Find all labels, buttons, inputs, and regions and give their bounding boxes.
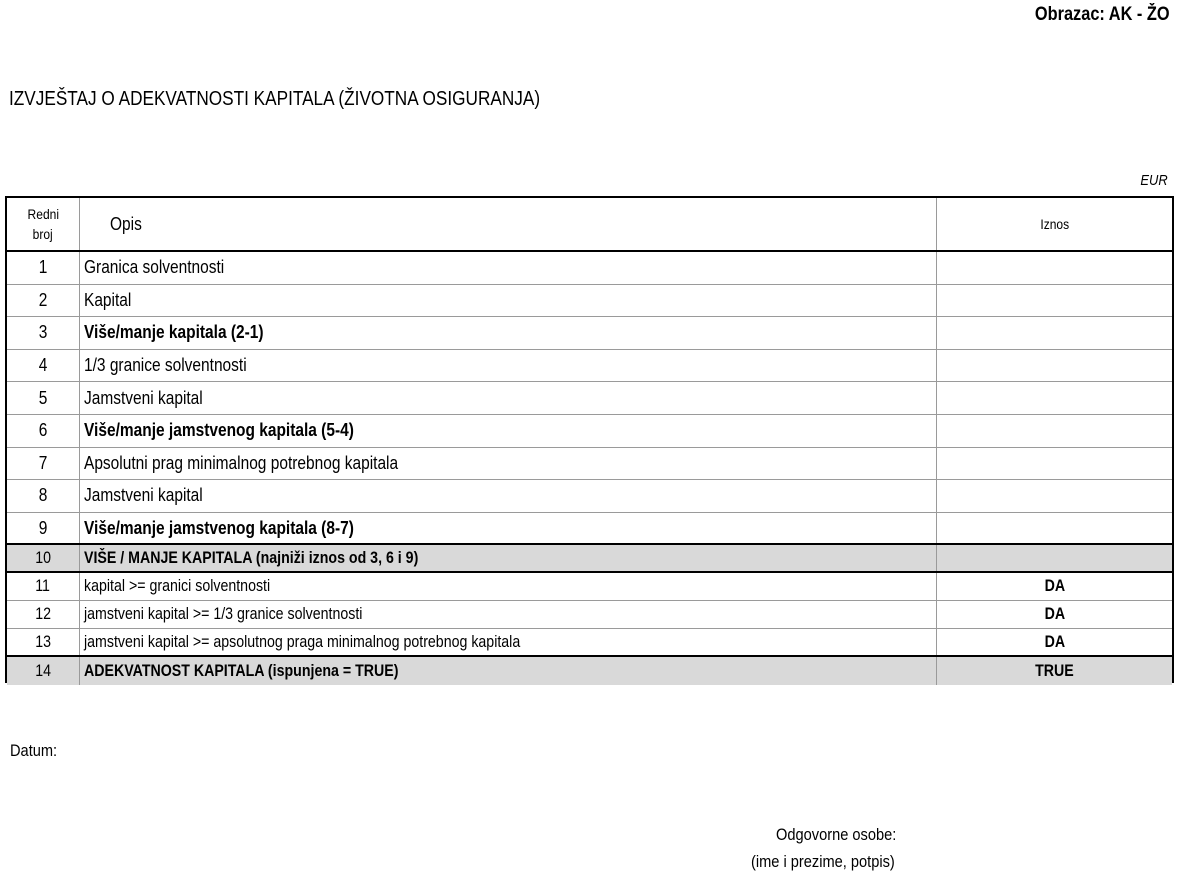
row-description-text: Više/manje kapitala (2-1) (84, 322, 264, 343)
header-num (7, 198, 80, 250)
row-description-text: jamstveni kapital >= 1/3 granice solventnosti (84, 605, 363, 624)
row-description (80, 285, 937, 317)
row-number (7, 317, 80, 349)
row-number (7, 657, 80, 685)
row-description-text: Jamstveni kapital (84, 387, 203, 408)
row-number (7, 480, 80, 512)
table-row (7, 657, 1172, 685)
row-amount (937, 545, 1172, 571)
form-code-text: Obrazac: AK - ŽO (1035, 4, 1170, 25)
row-number (7, 573, 80, 600)
row-number-text: 5 (38, 387, 48, 408)
responsible-hint-text: (ime i prezime, potpis) (751, 852, 895, 871)
row-number-text: 14 (35, 661, 51, 680)
row-number-text: 10 (35, 548, 51, 567)
row-description-text: kapital >= granici solventnosti (84, 577, 271, 596)
row-number (7, 382, 80, 414)
row-amount (937, 480, 1172, 512)
header-num-line1: Redni (27, 206, 59, 222)
currency-label (1136, 172, 1168, 189)
row-number-text: 3 (38, 322, 48, 343)
row-description (80, 657, 937, 685)
row-number-text: 2 (38, 289, 48, 310)
row-description (80, 252, 937, 284)
row-amount (937, 317, 1172, 349)
row-number (7, 415, 80, 447)
row-amount (937, 601, 1172, 628)
row-amount (937, 657, 1172, 685)
row-description (80, 350, 937, 382)
form-code (1013, 4, 1170, 26)
row-description (80, 573, 937, 600)
header-desc-text: Opis (110, 213, 142, 234)
document-title-text: IZVJEŠTAJ O ADEKVATNOSTI KAPITALA (ŽIVOTNA OSIGURANJA) (9, 88, 541, 110)
table-row (7, 382, 1172, 415)
responsible-label (776, 825, 916, 845)
row-number-text: 6 (38, 420, 48, 441)
row-description-text: Granica solventnosti (84, 257, 225, 278)
row-description-text: Više/manje jamstvenog kapitala (8-7) (84, 517, 354, 538)
table-row (7, 285, 1172, 318)
date-label (10, 741, 65, 761)
row-description (80, 513, 937, 544)
table-row (7, 317, 1172, 350)
row-amount (937, 629, 1172, 655)
row-number-text: 13 (35, 632, 51, 651)
row-number-text: 9 (38, 517, 48, 538)
row-amount (937, 252, 1172, 284)
row-description (80, 415, 937, 447)
row-amount (937, 573, 1172, 600)
row-amount-text: DA (1044, 577, 1065, 596)
row-description (80, 480, 937, 512)
row-description-text: ADEKVATNOST KAPITALA (ispunjena = TRUE) (84, 661, 399, 680)
row-number (7, 350, 80, 382)
row-description (80, 382, 937, 414)
table-row (7, 513, 1172, 546)
row-number-text: 12 (35, 605, 51, 624)
row-amount-text: DA (1044, 605, 1065, 624)
responsible-label-text: Odgovorne osobe: (776, 825, 897, 844)
row-description-text: Kapital (84, 289, 132, 310)
row-amount (937, 448, 1172, 480)
table-row (7, 448, 1172, 481)
row-amount (937, 415, 1172, 447)
table-row (7, 252, 1172, 285)
header-value (937, 198, 1172, 250)
document-title (9, 88, 627, 111)
currency-text: EUR (1140, 172, 1168, 189)
row-description (80, 629, 937, 655)
table-row (7, 573, 1172, 601)
row-number (7, 545, 80, 571)
row-description-text: 1/3 granice solventnosti (84, 355, 247, 376)
row-description-text: Više/manje jamstvenog kapitala (5-4) (84, 420, 354, 441)
header-value-text: Iznos (1040, 216, 1069, 232)
header-desc (80, 198, 937, 250)
table-row (7, 545, 1172, 573)
capital-adequacy-table (5, 196, 1174, 683)
row-description (80, 317, 937, 349)
row-number (7, 513, 80, 544)
header-num-line2: broj (32, 226, 54, 242)
row-description-text: Jamstveni kapital (84, 485, 203, 506)
row-number-text: 11 (35, 577, 51, 596)
row-description-text: jamstveni kapital >= apsolutnog praga minimalnog potrebnog kapitala (84, 632, 521, 651)
row-number (7, 601, 80, 628)
row-amount (937, 513, 1172, 544)
row-amount (937, 350, 1172, 382)
row-number (7, 629, 80, 655)
table-row (7, 601, 1172, 629)
date-label-text: Datum: (10, 741, 58, 760)
table-row (7, 629, 1172, 657)
row-description (80, 448, 937, 480)
row-description-text: Apsolutni prag minimalnog potrebnog kapitala (84, 452, 399, 473)
row-number (7, 252, 80, 284)
table-row (7, 480, 1172, 513)
responsible-hint (751, 852, 918, 872)
row-description (80, 601, 937, 628)
table-row (7, 350, 1172, 383)
row-description (80, 545, 937, 571)
row-number-text: 4 (38, 355, 48, 376)
row-description-text: VIŠE / MANJE KAPITALA (najniži iznos od 3, 6 i 9) (84, 548, 419, 567)
row-amount (937, 382, 1172, 414)
row-number (7, 285, 80, 317)
row-number-text: 7 (38, 452, 48, 473)
row-number (7, 448, 80, 480)
row-number-text: 8 (38, 485, 48, 506)
row-amount-text: DA (1044, 632, 1065, 651)
row-number-text: 1 (38, 257, 48, 278)
table-header (7, 198, 1172, 252)
row-amount-text: TRUE (1035, 661, 1074, 680)
table-row (7, 415, 1172, 448)
row-amount (937, 285, 1172, 317)
